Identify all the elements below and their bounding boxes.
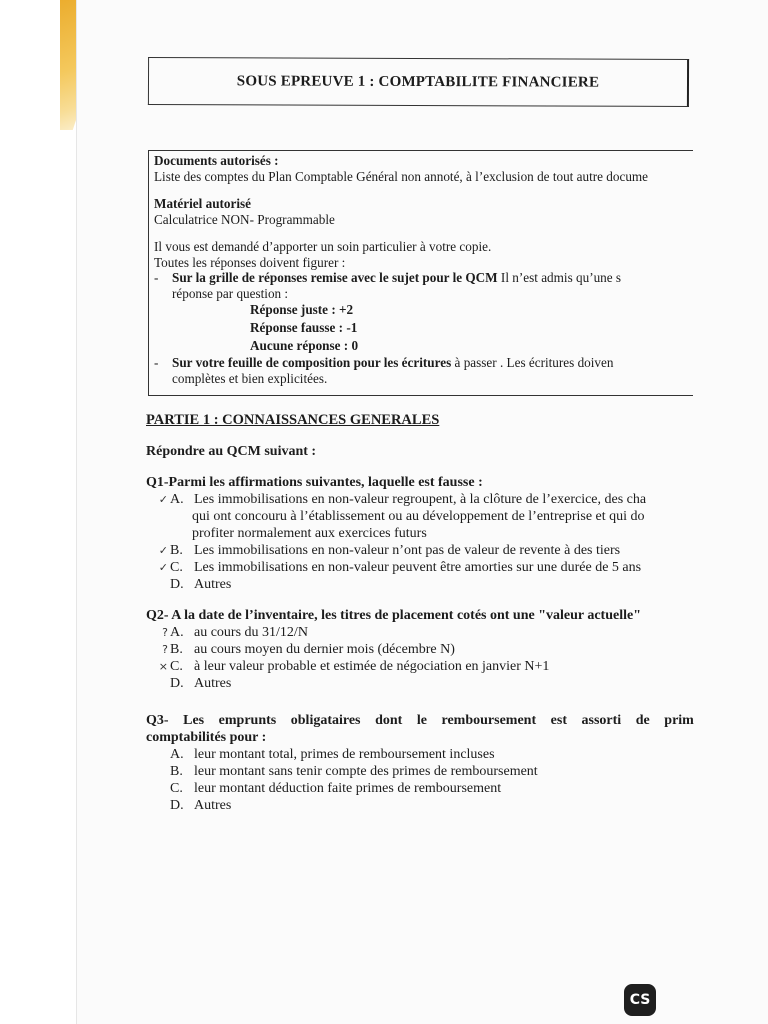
- q1-option-c: ✓ C. Les immobilisations en non-valeur peuvent être amorties sur une durée de 5 ans: [146, 559, 694, 576]
- q3-option-b: B. leur montant sans tenir compte des primes de remboursement: [170, 764, 538, 779]
- q3-title: Q3- Les emprunts obligataires dont le remboursement est assorti de prim: [146, 713, 694, 728]
- question-mark-icon: ?: [162, 643, 168, 656]
- toutes-text: Toutes les réponses doivent figurer :: [154, 254, 346, 270]
- q1-option-a-line2: qui ont concouru à l’établissement ou au développement de l’entreprise et qui do: [192, 509, 645, 524]
- check-mark-icon: ✓: [158, 561, 168, 574]
- docs-title: Documents autorisés :: [154, 153, 279, 168]
- score-fausse: Réponse fausse : -1: [250, 320, 358, 335]
- bullet-dash: -: [154, 355, 159, 370]
- bullet-dash: -: [154, 270, 159, 285]
- q3-option-a: A. leur montant total, primes de remboursement incluses: [170, 747, 495, 762]
- bullet2-cont: complètes et bien explicitées.: [172, 370, 328, 386]
- q1-option-a-line3: profiter normalement aux exercices futurs: [192, 526, 427, 541]
- q2-title: Q2- A la date de l’inventaire, les titres de placement cotés ont une "valeur actuelle": [146, 608, 641, 623]
- q3-option-c: C. leur montant déduction faite primes de remboursement: [170, 781, 502, 796]
- badge-text: CS: [629, 992, 651, 1008]
- score-juste: Réponse juste : +2: [250, 302, 354, 317]
- cross-mark-icon: ×: [158, 660, 168, 673]
- check-mark-icon: ✓: [158, 544, 168, 557]
- q1-option-b: ✓ B. Les immobilisations en non-valeur n’ont pas de valeur de revente à des tiers: [146, 542, 694, 559]
- camscanner-badge-icon[interactable]: [624, 984, 656, 1016]
- check-mark-icon: ✓: [158, 493, 168, 506]
- qcm-intro: Répondre au QCM suivant :: [146, 444, 317, 459]
- q2-option-d: D. Autres: [170, 676, 232, 691]
- q3-option-d: D. Autres: [170, 798, 232, 813]
- partie1-title: PARTIE 1 : CONNAISSANCES GENERALES: [146, 412, 440, 428]
- materiel-text: Calculatrice NON- Programmable: [154, 211, 335, 227]
- soin-text: Il vous est demandé d’apporter un soin particulier à votre copie.: [154, 239, 492, 254]
- q3-title-line2: comptabilités pour :: [146, 730, 267, 745]
- q1-option-a: ✓ A. Les immobilisations en non-valeur regroupent, à la clôture de l’exercice, des cha: [146, 491, 694, 508]
- q1-title: Q1-Parmi les affirmations suivantes, laquelle est fausse :: [146, 475, 483, 490]
- instruction-bullet-1: [154, 270, 693, 286]
- exam-title: SOUS EPREUVE 1 : COMPTABILITE FINANCIERE: [236, 72, 600, 91]
- q1-option-d: D. Autres: [170, 577, 232, 592]
- bullet1-rest: Il n’est admis qu’une s: [497, 270, 622, 285]
- bullet2-bold: Sur votre feuille de composition pour les écritures: [172, 355, 452, 370]
- bullet1-cont: réponse par question :: [172, 285, 289, 301]
- q2-option-c: × C. à leur valeur probable et estimée de négociation en janvier N+1: [146, 658, 694, 675]
- exam-body: [146, 412, 694, 814]
- bullet2-rest: à passer . Les écritures doiven: [451, 355, 614, 370]
- instruction-bullet-2: [154, 355, 693, 371]
- question-mark-icon: ?: [162, 626, 168, 639]
- bullet1-bold: Sur la grille de réponses remise avec le sujet pour le QCM: [172, 270, 498, 285]
- exam-title-box: [148, 57, 689, 107]
- q2-option-b: ? B. au cours moyen du dernier mois (décembre N): [146, 641, 694, 658]
- score-aucune: Aucune réponse : 0: [250, 338, 359, 353]
- instructions-box: [148, 150, 693, 396]
- q2-option-a: ? A. au cours du 31/12/N: [146, 624, 694, 641]
- materiel-title: Matériel autorisé: [154, 196, 252, 211]
- docs-text: Liste des comptes du Plan Comptable Général non annoté, à l’exclusion de tout autre docume: [154, 168, 649, 184]
